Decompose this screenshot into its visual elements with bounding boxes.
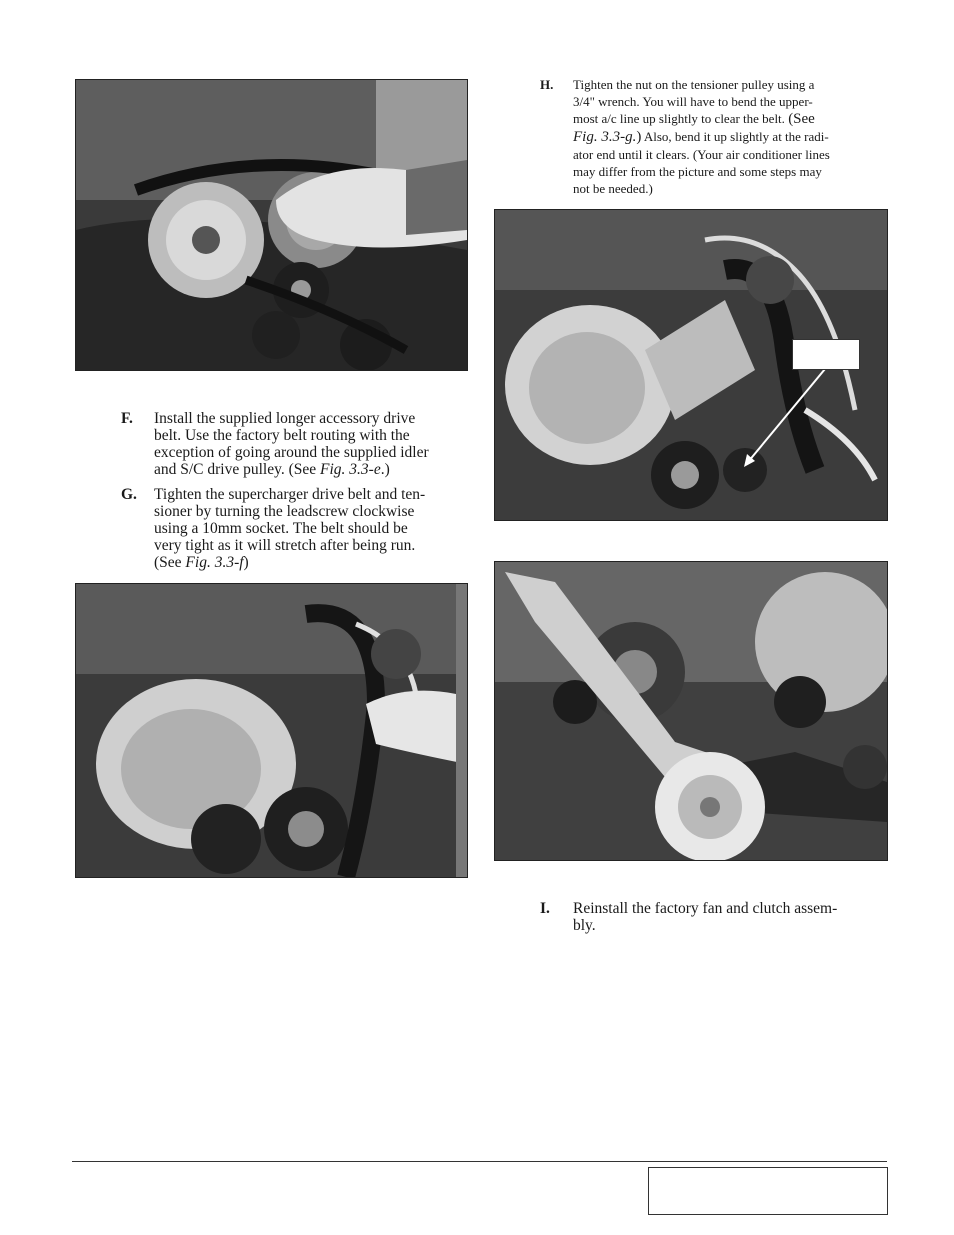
step-text-line: most a/c line up slightly to clear the belt. (See (573, 111, 815, 127)
step-text-line: Fig. 3.3-g.) Also, bend it up slightly at the radi- (573, 129, 829, 145)
step-f (121, 410, 471, 482)
step-text-line: may differ from the picture and some steps may (573, 164, 822, 179)
callout-label-box (792, 339, 860, 370)
footer-rule (72, 1161, 887, 1162)
step-text-line: sioner by turning the leadscrew clockwise (154, 503, 415, 520)
step-body (573, 76, 830, 197)
step-text-line: Tighten the nut on the tensioner pulley using a (573, 77, 815, 92)
belt-pulley-photo-icon (76, 80, 467, 370)
step-i (540, 900, 890, 936)
step-h (540, 76, 890, 201)
step-body (573, 900, 837, 934)
photo-belt-pulleys (75, 79, 468, 371)
step-text-line: Tighten the supercharger drive belt and ten- (154, 486, 426, 503)
step-text-line: bly. (573, 917, 596, 934)
step-letter: H. (540, 77, 554, 92)
step-text-line: Reinstall the factory fan and clutch assem- (573, 900, 838, 917)
photo-wrench-fan (494, 561, 888, 861)
step-body (154, 486, 425, 571)
step-letter: I. (540, 900, 550, 917)
step-body (154, 410, 429, 478)
step-text-line: not be needed.) (573, 181, 653, 196)
step-text-line: (See Fig. 3.3-f) (154, 554, 249, 571)
step-text-line: ator end until it clears. (Your air conditioner lines (573, 147, 830, 162)
figure-reference: Fig. 3.3-f (185, 554, 244, 571)
photo-supercharger-hand (75, 583, 468, 878)
step-text-line: 3/4" wrench. You will have to bend the upper- (573, 94, 813, 109)
footer-box (648, 1167, 888, 1215)
step-text-line: exception of going around the supplied idler (154, 444, 429, 461)
figure-reference: Fig. 3.3-g. (573, 129, 637, 145)
step-text-line: and S/C drive pulley. (See Fig. 3.3-e.) (154, 461, 390, 478)
step-text-line: very tight as it will stretch after being run. (154, 537, 416, 554)
step-text-line: belt. Use the factory belt routing with the (154, 427, 410, 444)
supercharger-hand-photo-icon (76, 584, 467, 877)
step-text-line: Install the supplied longer accessory drive (154, 410, 416, 427)
step-letter: F. (121, 410, 133, 427)
figure-reference: Fig. 3.3-e (320, 461, 381, 478)
step-g (121, 486, 471, 576)
step-text-line: using a 10mm socket. The belt should be (154, 520, 408, 537)
step-letter: G. (121, 486, 137, 503)
wrench-fan-photo-icon (495, 562, 887, 860)
